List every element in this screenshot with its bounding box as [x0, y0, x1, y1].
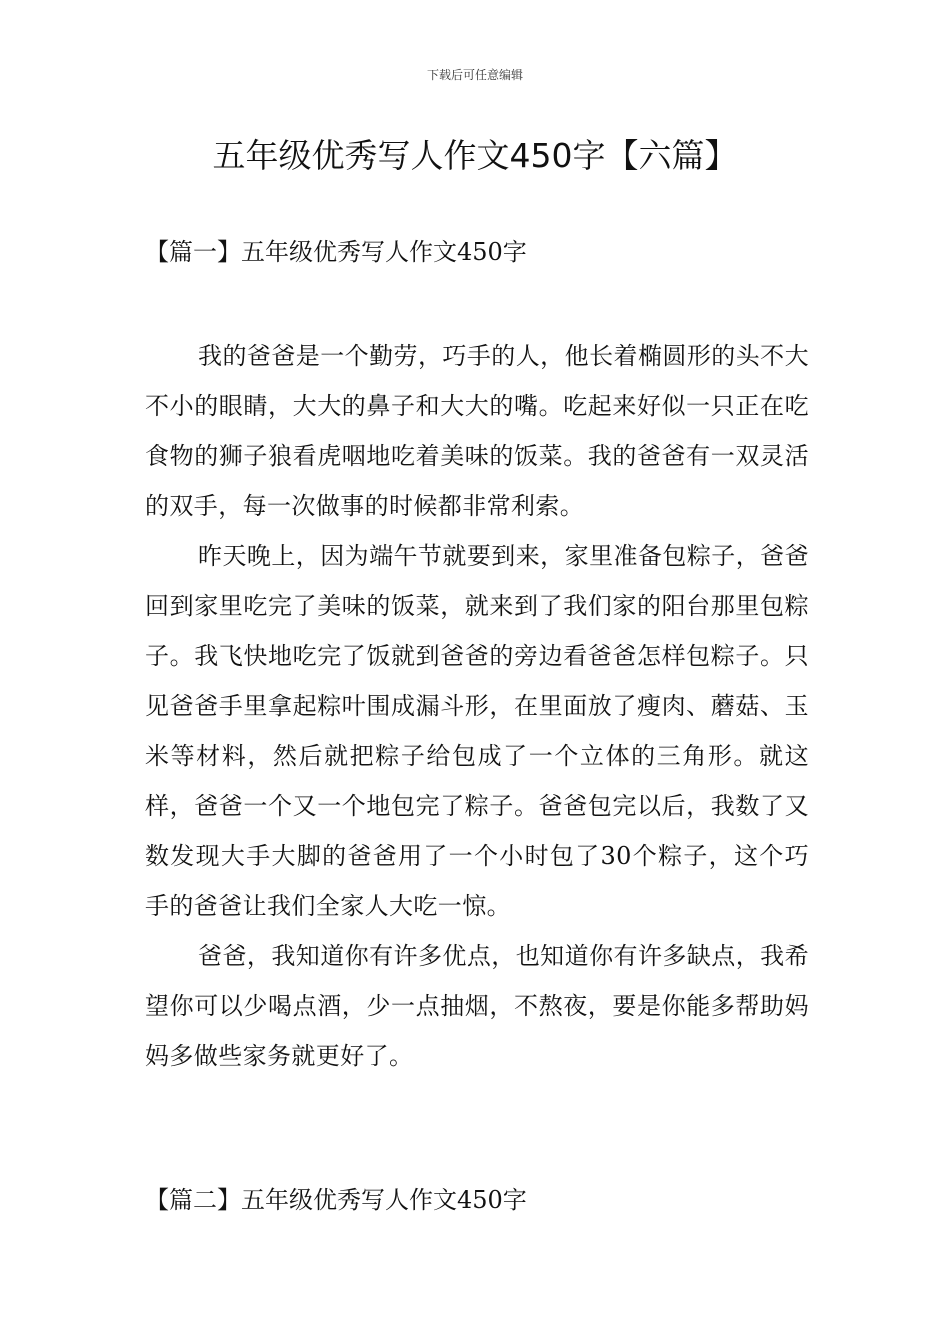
section-1-body — [145, 331, 809, 1081]
section-1-heading: 【篇一】五年级优秀写人作文450字 — [145, 238, 527, 266]
paragraph-3: 爸爸，我知道你有许多优点，也知道你有许多缺点，我希望你可以少喝点酒，少一点抽烟，不熬夜，要是你能多帮助妈妈多做些家务就更好了。 — [145, 942, 809, 1070]
section-2-heading: 【篇二】五年级优秀写人作文450字 — [145, 1186, 527, 1214]
paragraph-1: 我的爸爸是一个勤劳，巧手的人，他长着椭圆形的头不大不小的眼睛，大大的鼻子和大大的嘴。吃起来好似一只正在吃食物的狮子狼看虎咽地吃着美味的饭菜。我的爸爸有一双灵活的双手，每一次做事的时候都非常利索。 — [145, 342, 809, 520]
header-note: 下载后可任意编辑 — [426, 68, 523, 82]
document-title: 五年级优秀写人作文450字【六篇】 — [212, 136, 738, 175]
paragraph-2: 昨天晚上，因为端午节就要到来，家里准备包粽子，爸爸回到家里吃完了美味的饭菜，就来到了我们家的阳台那里包粽子。我飞快地吃完了饭就到爸爸的旁边看爸爸怎样包粽子。只见爸爸手里拿起粽叶围成漏斗形，在里面放了瘦肉、蘑菇、玉米等材料，然后就把粽子给包成了一个立体的三角形。就这样，爸爸一个又一个地包完了粽子。爸爸包完以后，我数了又数发现大手大脚的爸爸用了一个小时包了30个粽子，这个巧手的爸爸让我们全家人大吃一惊。 — [145, 542, 809, 920]
